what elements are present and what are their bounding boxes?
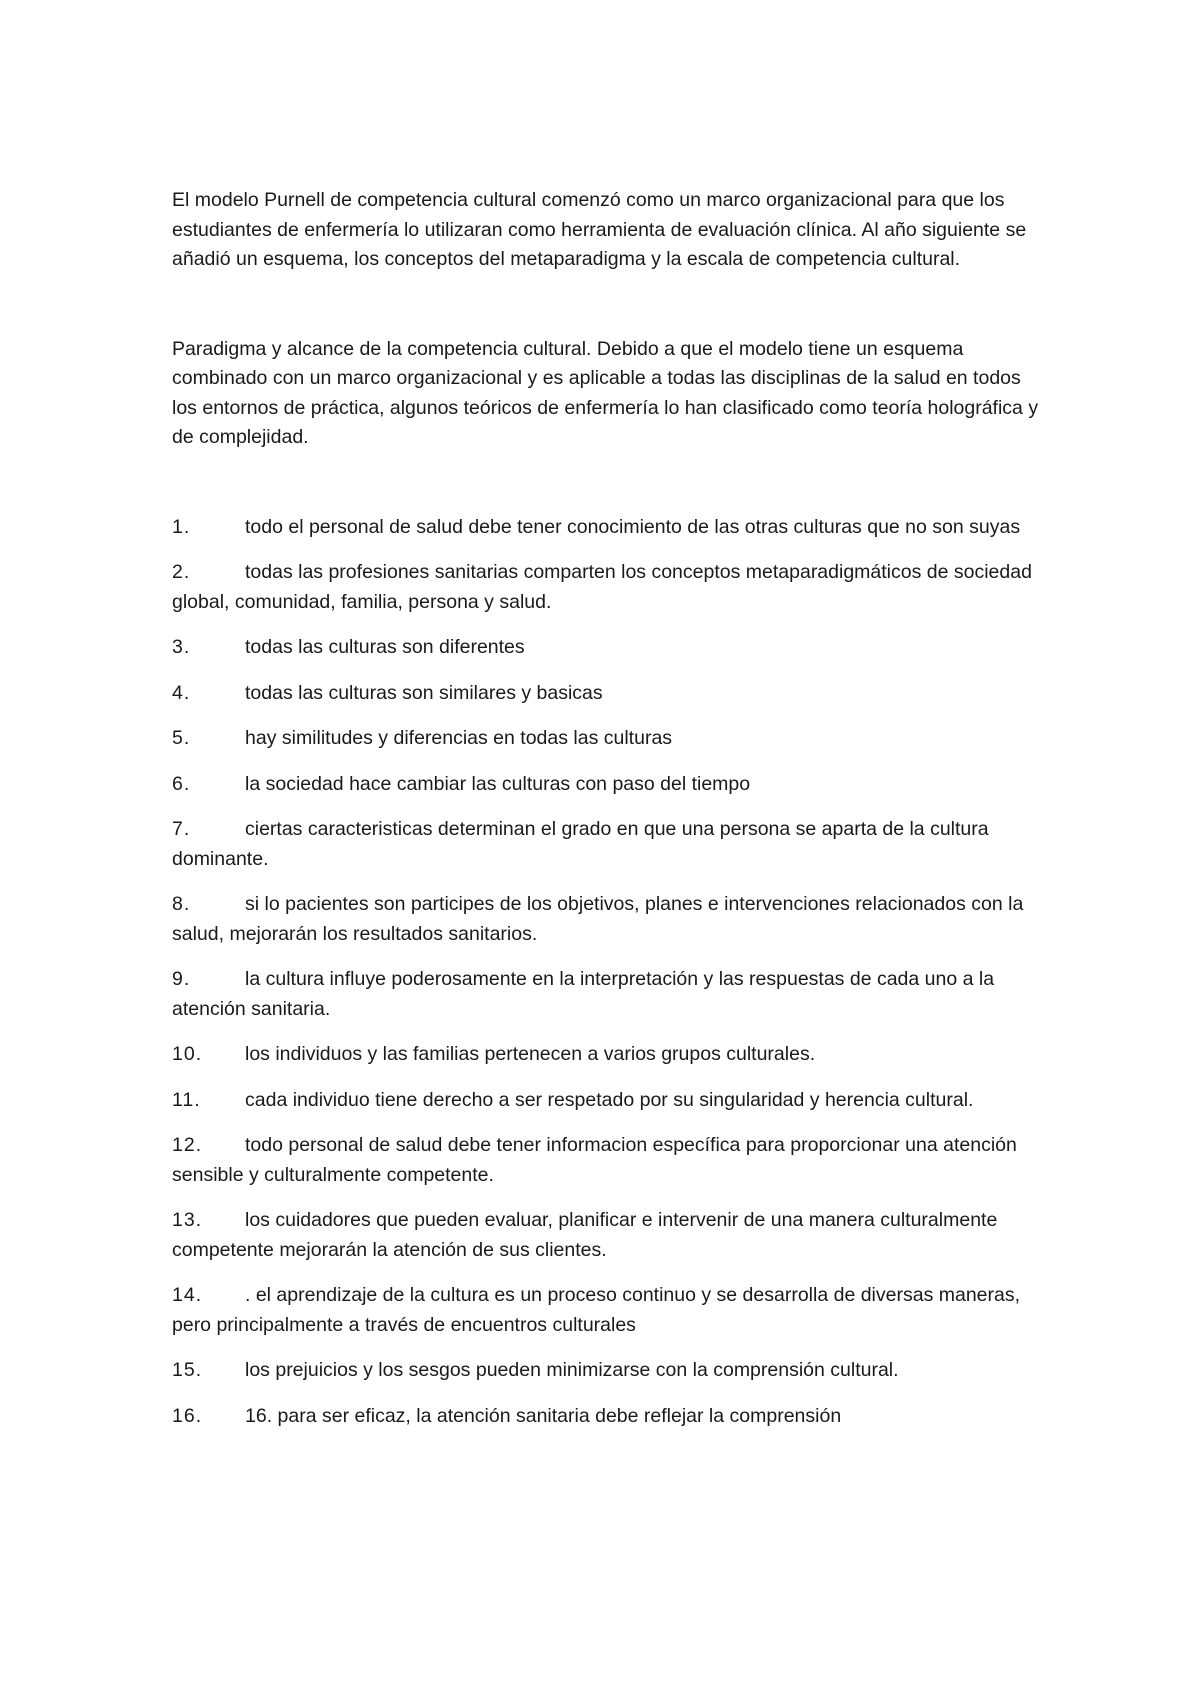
list-item [172, 1086, 1042, 1116]
list-item-number: 15. [172, 1359, 203, 1381]
list-item-text: cada individuo tiene derecho a ser respetado por su singularidad y herencia cultural. [245, 1088, 974, 1111]
list-item-number: 11. [172, 1088, 201, 1111]
list-item-text: todas las profesiones sanitarias comparten los conceptos metaparadigmáticos de sociedad global, comunidad, familia, persona y salud. [172, 561, 1032, 613]
list-item-text: ciertas caracteristicas determinan el grado en que una persona se aparta de la cultura dominante. [172, 818, 989, 870]
list-item [172, 558, 1042, 617]
list-item [172, 1356, 1042, 1386]
list-item [172, 679, 1042, 709]
list-item-text: hay similitudes y diferencias en todas las culturas [245, 727, 673, 749]
list-item-number: 2. [172, 561, 191, 583]
list-item [172, 1281, 1042, 1340]
list-item-text: si lo pacientes son participes de los objetivos, planes e intervenciones relacionados con la salud, mejorarán los resultados sanitarios. [172, 893, 1024, 945]
list-item-number: 10. [172, 1043, 203, 1065]
list-item-text: la sociedad hace cambiar las culturas con paso del tiempo [245, 772, 751, 795]
paradigm-paragraph: Paradigma y alcance de la competencia cultural. Debido a que el modelo tiene un esquema combinado con un marco organizacional y es aplicable a todas las disciplinas de la salud en todos los entornos de práctica, algunos teóricos de enfermería lo han clasificado como teoría holográfica y de complejidad. [172, 337, 1039, 448]
list-item-text: 16. para ser eficaz, la atención sanitaria debe reflejar la comprensión [245, 1404, 842, 1427]
list-item-number: 9. [172, 968, 191, 990]
list-item [172, 724, 1042, 754]
list-item [172, 815, 1042, 874]
intro-paragraph: El modelo Purnell de competencia cultural comenzó como un marco organizacional para que los estudiantes de enfermería lo utilizaran como herramienta de evaluación clínica. Al año siguiente se añadió un esquema, los conceptos del metaparadigma y la escala de competencia cultural. [172, 189, 1027, 270]
list-item-number: 4. [172, 681, 191, 704]
list-item-number: 1. [172, 515, 191, 538]
list-item-number: 7. [172, 818, 191, 840]
list-item-text: todas las culturas son diferentes [245, 636, 525, 658]
list-item-number: 8. [172, 893, 191, 915]
list-item-text: los prejuicios y los sesgos pueden minimizarse con la comprensión cultural. [245, 1359, 899, 1381]
list-item-number: 16. [172, 1404, 203, 1427]
list-item [172, 633, 1042, 663]
list-item-number: 14. [172, 1284, 203, 1306]
list-item-text: . el aprendizaje de la cultura es un proceso continuo y se desarrolla de diversas maneras, pero principalmente a través de encuentros culturales [172, 1284, 1021, 1336]
list-item [172, 1131, 1042, 1190]
list-item-number: 13. [172, 1209, 203, 1231]
list-item [172, 513, 1042, 543]
list-item-text: todo el personal de salud debe tener conocimiento de las otras culturas que no son suyas [245, 515, 1021, 538]
list-item [172, 1402, 1042, 1432]
list-item [172, 1206, 1042, 1265]
list-item-text: todas las culturas son similares y basicas [245, 681, 603, 704]
list-item-number: 12. [172, 1134, 203, 1156]
list-item-number: 5. [172, 727, 191, 749]
document-page [172, 186, 1042, 1447]
list-item [172, 1040, 1042, 1070]
list-item-text: todo personal de salud debe tener informacion específica para proporcionar una atención sensible y culturalmente competente. [172, 1134, 1017, 1186]
list-item-number: 6. [172, 772, 191, 795]
list-item [172, 890, 1042, 949]
list-item-text: la cultura influye poderosamente en la interpretación y las respuestas de cada uno a la atención sanitaria. [172, 968, 995, 1020]
list-item [172, 770, 1042, 800]
list-item [172, 965, 1042, 1024]
list-item-text: los cuidadores que pueden evaluar, planificar e intervenir de una manera culturalmente competente mejorarán la atención de sus clientes. [172, 1209, 998, 1261]
list-item-number: 3. [172, 636, 191, 658]
numbered-list [172, 513, 1042, 1432]
list-item-text: los individuos y las familias pertenecen a varios grupos culturales. [245, 1043, 816, 1065]
